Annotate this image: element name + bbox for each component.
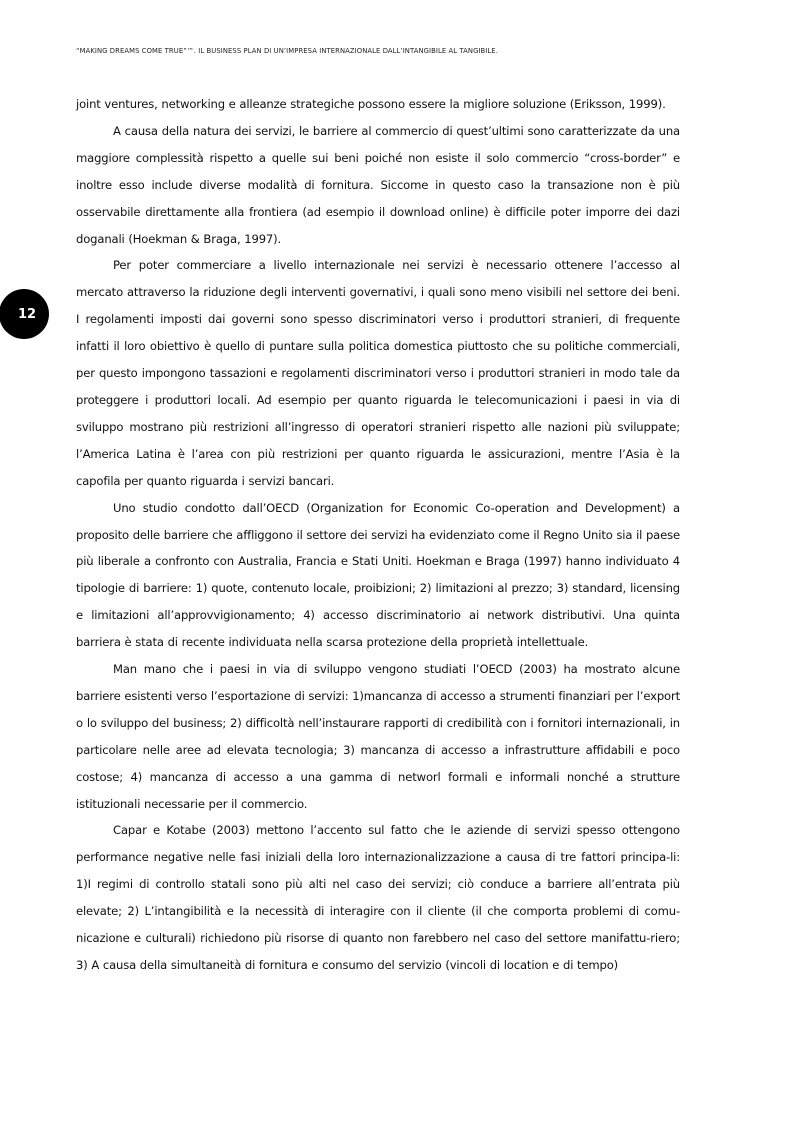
paragraph: Per poter commerciare a livello internazionale nei servizi è necessario ottenere l’accesso al mercato attraverso la riduzione degli interventi governativi, i quali sono meno visibili nel settore dei beni. I regolamenti imposti dai governi sono spesso discriminatori verso i produttori stranieri, di frequente infatti il loro obiettivo è quello di puntare sulla politica domestica piuttosto che su politiche commerciali, per questo impongono tassazioni e regolamenti discriminatori verso i produttori stranieri in modo tale da proteggere i produttori locali. Ad esempio per quanto riguarda le telecomunicazioni i paesi in via di sviluppo mostrano più restrizioni all’ingresso di operatori stranieri rispetto alle nazioni più sviluppate; l’America Latina è l’area con più restrizioni per quanto riguarda le assicurazioni, mentre l’Asia è la capofila per quanto riguarda i servizi bancari. (76, 258, 680, 488)
body-text (76, 91, 680, 979)
paragraph: Man mano che i paesi in via di sviluppo vengono studiati l’OECD (2003) ha mostrato alcune barriere esistenti verso l’esportazione di servizi: 1)mancanza di accesso a strumenti finanziari per l’export o lo sviluppo del business; 2) difficoltà nell’instaurare rapporti di credibilità con i fornitori internazionali, in particolare nelle aree ad elevata tecnologia; 3) mancanza di accesso a infrastrutture affidabili e poco costose; 4) mancanza di accesso a una gamma di networl formali e informali nonché a strutture istituzionali necessarie per il commercio. (76, 662, 680, 811)
paragraph: Capar e Kotabe (2003) mettono l’accento sul fatto che le aziende di servizi spesso ottengono performance negative nelle fasi iniziali della loro internazionalizzazione a causa di tre fattori principa-li: 1)I regimi di controllo statali sono più alti nel caso dei servizi; ciò conduce a barriere all’entrata più elevate; 2) L’intangibilità e la necessità di interagire con il cliente (il che comporta problemi di comu-nicazione e culturali) richiedono più risorse di quanto non farebbero nel caso del settore manifattu-riero; 3) A causa della simultaneità di fornitura e consumo del servizio (vincoli di location e di tempo) (76, 823, 680, 972)
page-number-badge (0, 289, 49, 339)
paragraph: joint ventures, networking e alleanze strategiche possono essere la migliore soluzione (Eriksson, 1999). (76, 97, 666, 111)
running-header: “MAKING DREAMS COME TRUE”™. IL BUSINESS PLAN DI UN’IMPRESA INTERNAZIONALE DALL’INTANGIBILE AL TANGIBILE. (76, 47, 498, 55)
paragraph: A causa della natura dei servizi, le barriere al commercio di quest’ultimi sono caratterizzate da una maggiore complessità rispetto a quelle sui beni poiché non esiste il solo commercio “cross-border” e inoltre esso include diverse modalità di fornitura. Siccome in questo caso la transazione non è più osservabile direttamente alla frontiera (ad esempio il download online) è difficile poter imporre dei dazi doganali (Hoekman & Braga, 1997). (76, 123, 680, 246)
page-number: 12 (17, 306, 37, 322)
paragraph: Uno studio condotto dall’OECD (Organization for Economic Co-operation and Development) a proposito delle barriere che affliggono il settore dei servizi ha evidenziato come il Regno Unito sia il paese più liberale a confronto con Australia, Francia e Stati Uniti. Hoekman e Braga (1997) hanno individuato 4 tipologie di barriere: 1) quote, contenuto locale, proibizioni; 2) limitazioni al prezzo; 3) standard, licensing e limitazioni all’approvvigionamento; 4) accesso discriminatorio ai network distributivi. Una quinta barriera è stata di recente individuata nella scarsa protezione della proprietà intellettuale. (76, 500, 680, 650)
